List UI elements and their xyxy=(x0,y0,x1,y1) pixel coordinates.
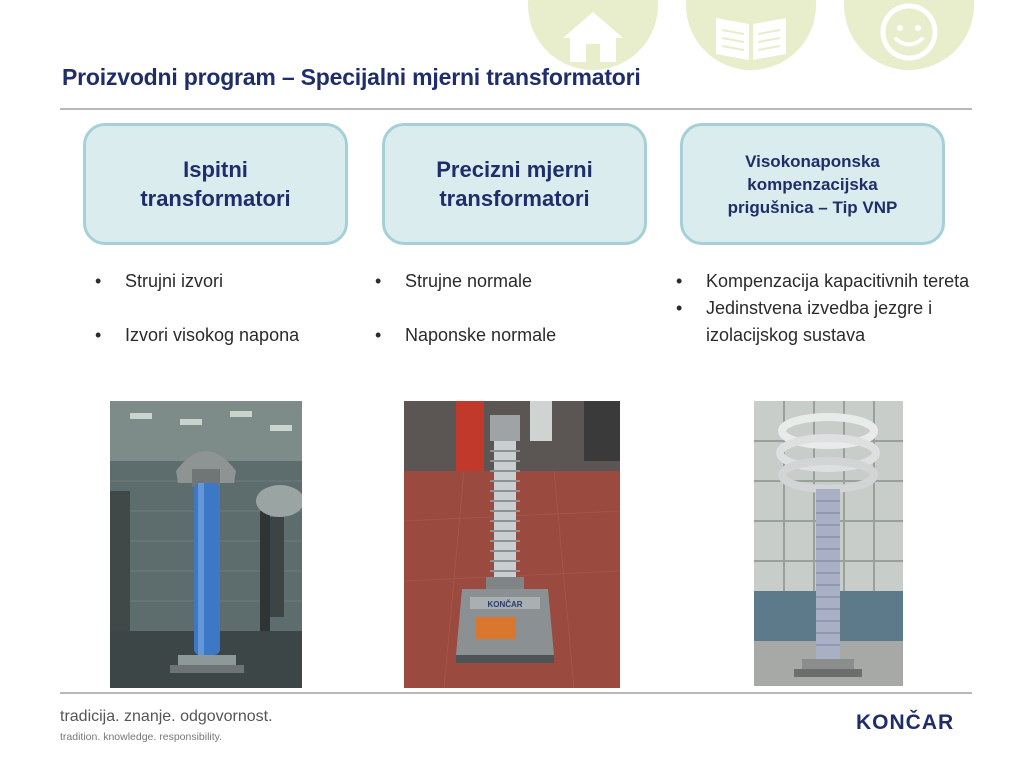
bullet-list-compensation-reactor xyxy=(674,268,974,349)
category-heading-line: transformatori xyxy=(140,186,291,211)
bullet-list-test-transformers xyxy=(93,268,363,376)
category-heading-line: prigušnica – Tip VNP xyxy=(727,197,898,217)
smiley-face-icon xyxy=(844,0,974,70)
footer-tagline: tradicija. znanje. odgovornost. xyxy=(60,708,273,725)
category-box-test-transformers xyxy=(83,123,348,245)
brand-logo: KONČAR xyxy=(856,711,955,734)
category-heading-line: Precizni mjerni xyxy=(436,157,593,182)
category-heading-line: Visokonaponska xyxy=(745,151,880,171)
bullet-item: • Naponske normale xyxy=(373,322,643,349)
house-icon xyxy=(528,0,658,70)
bullet-list-precision-transformers xyxy=(373,268,643,376)
bullet-item: • Jedinstvena izvedba jezgre i izolacijskog sustava xyxy=(674,295,974,349)
category-heading-line: transformatori xyxy=(439,186,590,211)
bullet-item: • Kompenzacija kapacitivnih tereta xyxy=(674,268,974,295)
brand-plate-label: KONČAR xyxy=(487,600,523,609)
footer-divider xyxy=(60,692,972,694)
bullet-item: • Izvori visokog napona xyxy=(93,322,363,349)
header-divider xyxy=(60,108,972,110)
footer-tagline-english: tradition. knowledge. responsibility. xyxy=(60,731,223,743)
page-title: Proizvodni program – Specijalni mjerni transformatori xyxy=(62,64,641,90)
book-icon xyxy=(686,0,816,70)
category-heading-line: kompenzacijska xyxy=(747,174,878,194)
category-heading-line: Ispitni xyxy=(183,157,248,182)
bullet-item: • Strujne normale xyxy=(373,268,643,295)
category-box-compensation-reactor xyxy=(680,123,945,245)
category-box-precision-transformers xyxy=(382,123,647,245)
test-transformer-photo xyxy=(110,401,302,688)
precision-transformer-photo xyxy=(404,401,620,688)
bullet-item: • Strujni izvori xyxy=(93,268,363,295)
reactor-photo xyxy=(754,401,903,686)
